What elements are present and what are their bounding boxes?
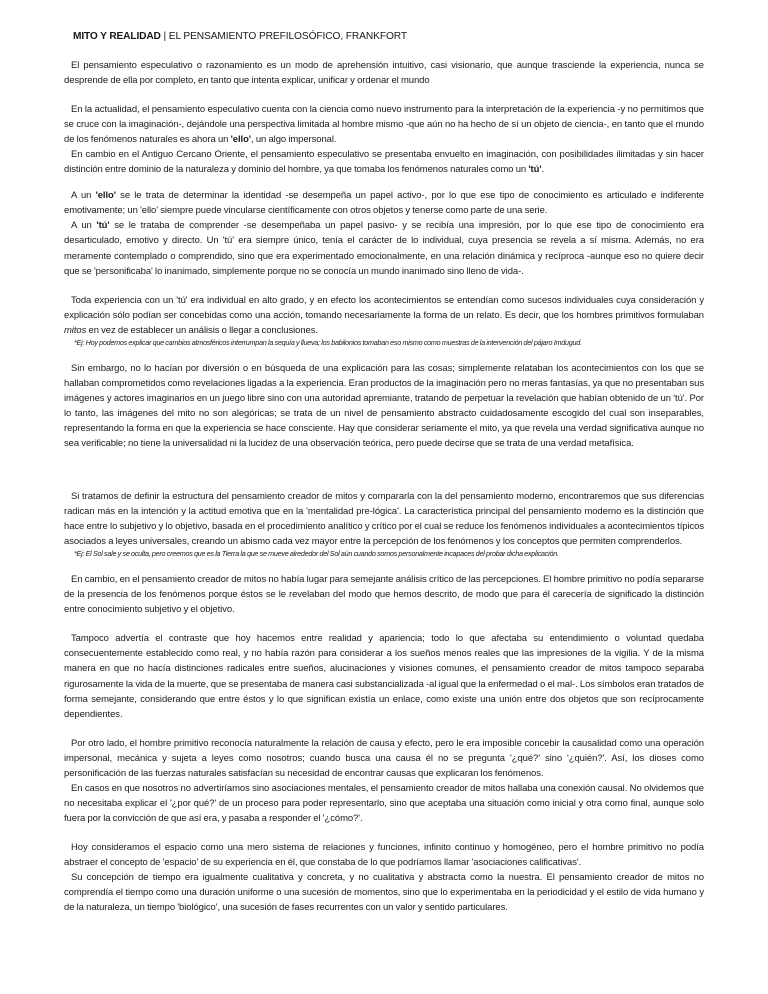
paragraph [64,218,704,278]
document-page [64,30,704,915]
text-span: En cambio en el Antiguo Cercano Oriente, el pensamiento especulativo se presentaba envuelto en imaginación, con posibilidades ilimitadas y sin hacer distinción entre dominio de la naturaleza y dominio del hombre, ya que tomaba los fenómenos naturales como un [64,149,704,176]
paragraph: En cambio, en el pensamiento creador de mitos no había lugar para semejante análisis crítico de las percepciones. El hombre primitivo no podía separarse de la presencia de los fenómenos porque éstos se le revelaban del modo que hemos descrito, de modo que para él carecería de significado la distinción entre conocimiento subjetivo y el objetivo. [64,574,704,616]
page-title [73,30,704,44]
paragraph [64,188,704,218]
text-span: Toda experiencia con un 'tú' era individual en alto grado, y en efecto los acontecimientos se entendían como sucesos individuales cuya consideración y explicación sólo podían ser concebidas como una acción, tomando necesariamente la forma de un relato. Es decir, que los hombres primitivos formulaban [64,294,704,321]
paragraph: El pensamiento especulativo o razonamiento es un modo de aprehensión intuitivo, casi visionario, que aunque trasciende la experiencia, nunca se desprende de ella por completo, en tanto que intenta explicar, unificar y ordenar el mundo [64,60,704,87]
footnote: *Ej: Hoy podemos explicar que cambios atmosféricos interrumpan la sequía y llueva; los babilonios tomaban eso mismo como muestras de la intervención del pájaro Imdugud. [74,337,582,347]
paragraph [64,147,704,177]
text-span: En la actualidad, el pensamiento especulativo cuenta con la ciencia como nuevo instrumento para la interpretación de la experiencia -y no permitimos que se cruce con la imaginación-, dejándole una perspectiva limitada al hombre mismo -que aún no ha hecho de sí un objeto de ciencia-, en tanto que el mundo de los fenómenos naturales es ahora un [64,104,704,146]
document-body [64,58,704,915]
title-rest: | EL PENSAMIENTO PREFILOSÓFICO, FRANKFORT [160,31,407,42]
bold-term: 'tú' [96,220,110,232]
text-span: . [541,164,545,176]
title-bold: MITO Y REALIDAD [73,31,161,42]
bold-term: 'ello' [230,134,251,146]
paragraph: Su concepción de tiempo era igualmente cualitativa y concreta, y no cualitativa y abstracta como la nuestra. El pensamiento creador de mitos no comprendía el tiempo como una duración uniforme o una sucesión de momentos, sino que lo experimentaba en la periodicidad y el estilo de vida humano y de la naturaleza, un tiempo 'biológico', una sucesión de fases recurrentes con un valor y sentido particulares. [64,872,704,914]
text-span: A un [71,190,96,202]
text-span: A un [71,220,97,232]
bold-term: 'tú' [528,164,542,176]
text-span: , un algo impersonal. [251,134,337,146]
footnote: *Ej: El Sol sale y se oculta, pero creemos que es la Tierra la que se mueve alrededor del Sol aún cuando somos personalmente incapaces del probar dicha explicación. [74,549,559,559]
paragraph: Sin embargo, no lo hacían por diversión o en búsqueda de una explicación para las cosas; simplemente relataban los acontecimientos con los que se hallaban comprometidos como revelaciones ligadas a la experiencia. Eran productos de la imaginación pero no meras fantasías, ya que no presentaban sus imágenes y actores imaginarios en un juego libre sino con una autoridad apremiante, tratando de perpetuar la revelación que habían obtenido de un 'tú'. Por lo tanto, las imágenes del mito no son alegóricas; se trata de un nivel de pensamiento abstracto cuidadosamente escogido del cual son inseparables, representando la forma en que la experiencia se hace consciente. Hay que considerar seriamente el mito, ya que revela una verdad significativa aunque no sea verificable; no tiene la universalidad ni la lucidez de una observación teórica, pero puede decirse que se trata de una verdad metafísica. [64,362,704,449]
paragraph: En casos en que nosotros no advertiríamos sino asociaciones mentales, el pensamiento creador de mitos hallaba una conexión causal. No olvidemos que no necesitaba explicar el '¿por qué?' de un proceso para poder representarlo, sino que aceptaba una situación como inicial y otra como final, aunque solo fuera por la convicción de que así era, y pasaba a responder el '¿cómo?'. [64,782,704,824]
text-span: se le trata de determinar la identidad -se desempeña un papel activo-, por lo que ese tipo de conocimiento es articulado e indiferente emotivamente; un 'ello' siempre puede vincularse científicamente con otros objetos y tenerse como parte de una serie. [64,190,704,217]
paragraph: Por otro lado, el hombre primitivo reconocía naturalmente la relación de causa y efecto, pero le era imposible concebir la causalidad como una operación impersonal, mecánica y sujeta a leyes como nosotros; cuando busca una causa él no se pregunta '¿qué?' sino '¿quién?'. Así, los dioses como personificación de las fuerzas naturales satisfacían su necesidad de encontrar causas que explicaran los fenómenos. [64,737,704,779]
paragraph: Hoy consideramos el espacio como una mero sistema de relaciones y funciones, infinito continuo y homogéneo, pero el hombre primitivo no podía abstraer el concepto de 'espacio' de su experiencia en él, que constaba de lo que podríamos llamar 'asociaciones calificativas'. [64,841,704,868]
text-span: se le trataba de comprender -se desempeñaba un papel pasivo- y se recibía una impresión, por lo que ese tipo de conocimiento era desarticulado, emotivo y directo. Un 'tú' era siempre único, tenía el carácter de lo individual, cuya presencia se revela a sí misma. Además, no era meramente contemplado o comprendido, sino que era experimentado emocionalmente, en una relación dinámica y recíproca -aunque eso no quiere decir que se 'personificaba' lo inanimado, simplemente porque no se conocía un mundo inanimado sino lleno de vida-. [64,220,704,277]
paragraph: Si tratamos de definir la estructura del pensamiento creador de mitos y compararla con la del pensamiento moderno, encontraremos que sus diferencias radican más en la intención y la actitud emotiva que en la 'mentalidad pre-lógica'. La característica principal del pensamiento moderno es la distinción que hace entre lo subjetivo y lo objetivo, basada en el procedimiento analítico y crítico por el cual se reduce los fenómenos individuales a acontecimientos típicos asociados a leyes universales, creando un abismo cada vez mayor entre la percepción de los fenómenos y los conceptos que permiten comprenderlos. [64,491,704,548]
paragraph [64,293,704,338]
bold-term: 'ello' [95,190,116,202]
text-span: en vez de establecer un análisis o llegar a conclusiones. [86,324,318,336]
paragraph [64,102,704,147]
emphasis-term: mitos [64,324,87,336]
paragraph: Tampoco advertía el contraste que hoy hacemos entre realidad y apariencia; todo lo que afectaba su entendimiento o voluntad quedaba consecuentemente establecido como real, y no había razón para considerar a los sueños menos reales que las impresiones de la vigilia. Y de la misma manera en que no hacía distinciones radicales entre sueños, alucinaciones y visiones comunes, el pensamiento creador de mitos tampoco separaba rigurosamente la vida de la muerte, que se presentaba de manera casi substancializada -al igual que la enfermedad o el mal-. Los símbolos eran tratados de forma semejante, considerando que entre éstos y lo que significan existía un enlace, como existe una unión entre dos objetos que son recíprocamente dependientes. [64,633,704,720]
